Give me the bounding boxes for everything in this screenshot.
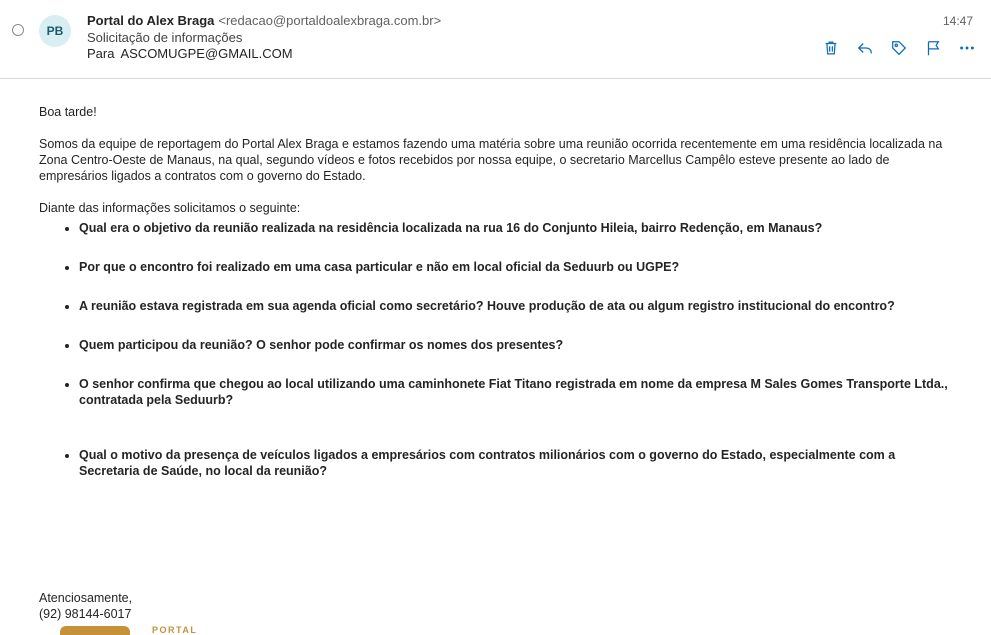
lead-text: Diante das informações solicitamos o seguinte:: [39, 201, 301, 215]
more-icon[interactable]: [957, 38, 977, 58]
question-item: • Por que o encontro foi realizado em uma casa particular e não em local oficial da Seduurb ou UGPE?: [79, 259, 959, 275]
reply-icon[interactable]: [855, 38, 875, 58]
sender-email[interactable]: <redacao@portaldoalexbraga.com.br>: [218, 13, 442, 28]
greeting-text: Boa tarde!: [39, 105, 97, 119]
question-item: • Qual era o objetivo da reunião realizada na residência localizada na rua 16 do Conjunto Hileia, bairro Redenção, em Manaus?: [79, 220, 959, 236]
question-item: • O senhor confirma que chegou ao local utilizando uma caminhonete Fiat Titano registrada em nome da empresa M Sales Gomes Transporte Ltda., contratada pela Seduurb?: [79, 376, 959, 408]
flag-icon[interactable]: [923, 38, 943, 58]
trash-icon[interactable]: [821, 38, 841, 58]
recipient-line: [87, 46, 293, 61]
sender-name[interactable]: Portal do Alex Braga: [87, 13, 215, 28]
sender-line: [87, 13, 441, 28]
portal-logo: [60, 624, 200, 635]
select-radio[interactable]: [12, 24, 24, 36]
signature: [39, 590, 132, 622]
questions-list: [39, 220, 959, 479]
message-subject: Solicitação de informações: [87, 30, 243, 45]
sender-avatar[interactable]: PB: [39, 15, 71, 47]
question-item: • Quem participou da reunião? O senhor pode confirmar os nomes dos presentes?: [79, 337, 959, 353]
message-header: [0, 0, 991, 79]
logo-mark: [60, 626, 130, 635]
closing-text: Atenciosamente,: [39, 591, 133, 605]
phone-number: (92) 98144-6017: [39, 607, 132, 621]
message-body: [39, 104, 959, 502]
to-label: Para: [87, 46, 115, 61]
recipient-address[interactable]: ASCOMUGPE@GMAIL.COM: [120, 46, 293, 61]
question-item: • Qual o motivo da presença de veículos ligados a empresários com contratos milionários com o governo do Estado, especialmente com a Secretaria de Saúde, no local da reunião?: [79, 447, 959, 479]
tag-icon[interactable]: [889, 38, 909, 58]
logo-text: PORTAL: [152, 625, 198, 635]
intro-paragraph: Somos da equipe de reportagem do Portal Alex Braga e estamos fazendo uma matéria sobre uma reunião ocorrida recentemente em uma residência localizada na Zona Centro-Oeste de Manaus, na qual, segundo vídeos e fotos recebidos por nossa equipe, o secretario Marcellus Campêlo esteve presente ao lado de empresários ligados a contratos com o governo do Estado.: [39, 137, 943, 183]
message-toolbar: [821, 38, 977, 58]
question-item: • A reunião estava registrada em sua agenda oficial como secretário? Houve produção de ata ou algum registro institucional do encontro?: [79, 298, 959, 314]
message-time: 14:47: [942, 14, 973, 28]
